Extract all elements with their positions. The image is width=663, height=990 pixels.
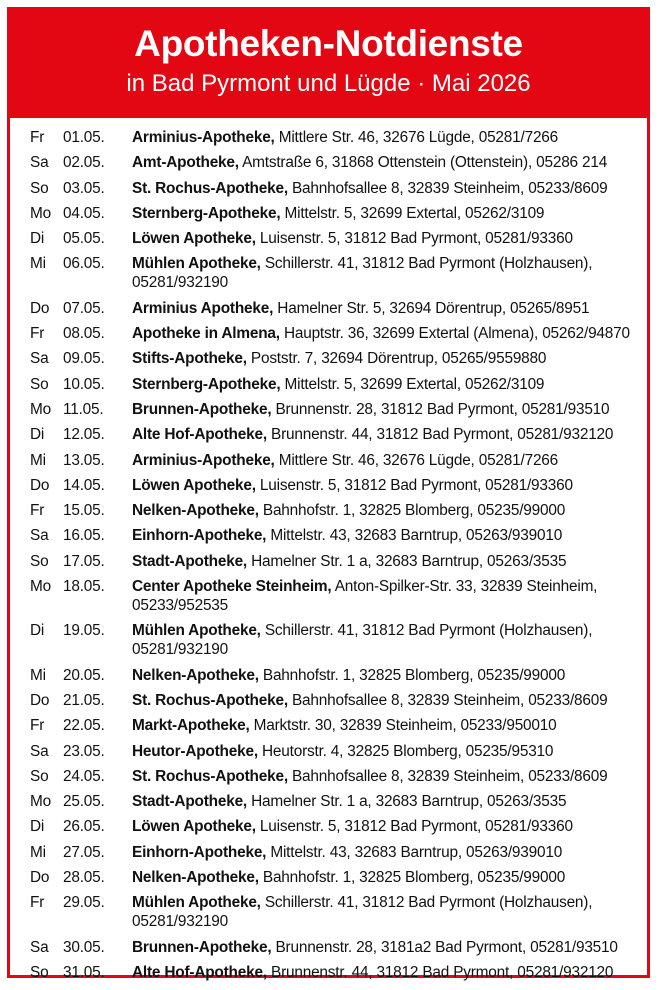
list-item	[30, 526, 637, 545]
pharmacy-address: Mittlere Str. 46, 32676 Lügde, 05281/7266	[278, 129, 559, 146]
header-banner	[10, 10, 647, 118]
pharmacy-address: Anton-Spilker-Str. 33, 32839 Steinheim, 05233/952535	[132, 578, 598, 615]
date: 13.05.	[63, 451, 105, 469]
weekday: Mi	[30, 666, 46, 684]
list-item	[30, 375, 637, 394]
pharmacy-name: Einhorn-Apotheke,	[132, 843, 267, 861]
list-item	[30, 893, 637, 931]
pharmacy-entry	[132, 179, 637, 198]
pharmacy-name: Löwen Apotheke,	[132, 476, 256, 494]
date: 26.05.	[63, 818, 105, 836]
pharmacy-entry	[132, 552, 637, 571]
weekday: Sa	[30, 527, 49, 545]
pharmacy-name: Stadt-Apotheke,	[132, 552, 247, 570]
pharmacy-name: St. Rochus-Apotheke,	[132, 767, 288, 785]
weekday: Fr	[30, 129, 45, 146]
weekday: Di	[30, 622, 45, 640]
pharmacy-entry	[132, 843, 637, 862]
pharmacy-entry	[132, 324, 637, 343]
weekday: Mo	[30, 400, 51, 418]
pharmacy-entry	[132, 792, 637, 811]
date: 01.05.	[63, 129, 105, 146]
date: 14.05.	[63, 476, 105, 494]
pharmacy-entry	[132, 204, 637, 223]
list-item	[30, 153, 637, 172]
pharmacy-entry	[132, 349, 637, 368]
pharmacy-address: Hauptstr. 36, 32699 Extertal (Almena), 05262/94870	[283, 325, 630, 343]
weekday: Sa	[30, 350, 49, 368]
list-item	[30, 324, 637, 343]
list-item	[30, 691, 637, 710]
pharmacy-name: St. Rochus-Apotheke,	[132, 179, 288, 197]
weekday: Do	[30, 299, 50, 317]
date: 17.05.	[63, 552, 105, 570]
pharmacy-address: Heutorstr. 4, 32825 Blomberg, 05235/95310	[262, 742, 554, 760]
date: 24.05.	[63, 767, 105, 785]
weekday: So	[30, 767, 49, 785]
pharmacy-entry	[132, 229, 637, 248]
date: 27.05.	[63, 843, 105, 861]
date: 21.05.	[63, 691, 105, 709]
pharmacy-name: Einhorn-Apotheke,	[132, 527, 267, 545]
pharmacy-address: Bahnhofstr. 1, 32825 Blomberg, 05235/99000	[262, 502, 566, 520]
page-title: Apotheken-Notdienste	[134, 23, 523, 64]
pharmacy-address: Mittelstr. 5, 32699 Extertal, 05262/3109	[284, 375, 545, 393]
pharmacy-address: Brunnenstr. 28, 3181a2 Bad Pyrmont, 05281/93510	[275, 938, 618, 956]
page-subtitle: in Bad Pyrmont und Lügde · Mai 2026	[126, 70, 531, 97]
weekday: So	[30, 179, 49, 197]
weekday: Di	[30, 230, 45, 248]
list-item	[30, 767, 637, 786]
list-item	[30, 552, 637, 571]
weekday: Di	[30, 426, 45, 444]
date: 07.05.	[63, 299, 105, 317]
pharmacy-address: Brunnenstr. 44, 31812 Bad Pyrmont, 05281/932120	[271, 426, 614, 444]
list-item	[30, 299, 637, 318]
list-item	[30, 501, 637, 520]
list-item	[30, 963, 637, 982]
date: 09.05.	[63, 350, 105, 368]
date: 02.05.	[63, 154, 105, 172]
pharmacy-name: Nelken-Apotheke,	[132, 666, 259, 684]
pharmacy-address: Bahnhofstr. 1, 32825 Blomberg, 05235/99000	[262, 666, 566, 684]
pharmacy-address: Brunnenstr. 28, 31812 Bad Pyrmont, 05281/93510	[275, 400, 610, 418]
pharmacy-address: Bahnhofstr. 1, 32825 Blomberg, 05235/99000	[262, 869, 566, 887]
list-item	[30, 938, 637, 957]
pharmacy-name: Heutor-Apotheke,	[132, 742, 258, 760]
date: 20.05.	[63, 666, 105, 684]
pharmacy-entry	[132, 153, 637, 172]
pharmacy-name: Center Apotheke Steinheim,	[132, 578, 332, 596]
date: 05.05.	[63, 230, 105, 248]
date: 15.05.	[63, 502, 105, 520]
pharmacy-address: Bahnhofsallee 8, 32839 Steinheim, 05233/8609	[291, 691, 608, 709]
list-item	[30, 254, 637, 292]
weekday: So	[30, 552, 49, 570]
pharmacy-name: Brunnen-Apotheke,	[132, 938, 272, 956]
pharmacy-name: Arminius-Apotheke,	[132, 451, 275, 469]
pharmacy-entry	[132, 128, 637, 147]
pharmacy-name: Sternberg-Apotheke,	[132, 204, 281, 222]
pharmacy-entry	[132, 716, 637, 735]
date: 28.05.	[63, 869, 105, 887]
date: 08.05.	[63, 325, 105, 343]
pharmacy-address: Schillerstr. 41, 31812 Bad Pyrmont (Holzhausen), 05281/932190	[132, 255, 593, 292]
pharmacy-address: Bahnhofsallee 8, 32839 Steinheim, 05233/8609	[291, 767, 608, 785]
pharmacy-address: Hamelner Str. 1 a, 32683 Barntrup, 05263/3535	[251, 793, 567, 811]
weekday: Di	[30, 818, 45, 836]
pharmacy-address: Hamelner Str. 1 a, 32683 Barntrup, 05263/3535	[251, 552, 567, 570]
pharmacy-name: Alte Hof-Apotheke,	[132, 963, 267, 981]
pharmacy-address: Luisenstr. 5, 31812 Bad Pyrmont, 05281/93360	[259, 476, 573, 494]
pharmacy-entry	[132, 425, 637, 444]
pharmacy-entry	[132, 501, 637, 520]
weekday: Sa	[30, 742, 49, 760]
pharmacy-address: Mittelstr. 43, 32683 Barntrup, 05263/939010	[270, 843, 563, 861]
date: 25.05.	[63, 793, 105, 811]
pharmacy-name: Nelken-Apotheke,	[132, 502, 259, 520]
date: 18.05.	[63, 578, 105, 596]
pharmacy-name: Löwen Apotheke,	[132, 230, 256, 248]
pharmacy-name: Markt-Apotheke,	[132, 717, 250, 735]
pharmacy-address: Poststr. 7, 32694 Dörentrup, 05265/9559880	[250, 350, 547, 368]
weekday: Mo	[30, 578, 51, 596]
pharmacy-name: Mühlen Apotheke,	[132, 622, 261, 640]
weekday: Fr	[30, 325, 45, 343]
pharmacy-entry	[132, 938, 637, 957]
pharmacy-address: Mittelstr. 43, 32683 Barntrup, 05263/939010	[270, 527, 563, 545]
pharmacy-address: Luisenstr. 5, 31812 Bad Pyrmont, 05281/93360	[259, 230, 573, 248]
list-item	[30, 577, 637, 615]
date: 31.05.	[63, 963, 105, 981]
date: 22.05.	[63, 717, 105, 735]
pharmacy-entry	[132, 767, 637, 786]
date: 10.05.	[63, 375, 105, 393]
pharmacy-entry	[132, 577, 637, 615]
weekday: Mi	[30, 843, 46, 861]
pharmacy-address: Brunnenstr. 44, 31812 Bad Pyrmont, 05281/932120	[271, 963, 614, 981]
list-item	[30, 666, 637, 685]
weekday: Do	[30, 869, 50, 887]
list-item	[30, 792, 637, 811]
pharmacy-address: Marktstr. 30, 32839 Steinheim, 05233/950010	[253, 717, 557, 735]
pharmacy-entry	[132, 476, 637, 495]
pharmacy-entry	[132, 691, 637, 710]
weekday: Sa	[30, 154, 49, 172]
weekday: Fr	[30, 502, 45, 520]
list-item	[30, 400, 637, 419]
list-item	[30, 621, 637, 659]
list-item	[30, 229, 637, 248]
weekday: Fr	[30, 717, 45, 735]
pharmacy-entry	[132, 893, 637, 931]
pharmacy-entry	[132, 299, 637, 318]
pharmacy-name: Mühlen Apotheke,	[132, 894, 261, 912]
pharmacy-entry	[132, 451, 637, 470]
pharmacy-name: Arminius Apotheke,	[132, 299, 274, 317]
pharmacy-entry	[132, 375, 637, 394]
list-item	[30, 451, 637, 470]
list-item	[30, 817, 637, 836]
pharmacy-name: Alte Hof-Apotheke,	[132, 426, 267, 444]
list-item	[30, 425, 637, 444]
pharmacy-duty-list	[30, 128, 637, 988]
weekday: Mi	[30, 255, 46, 273]
pharmacy-name: Sternberg-Apotheke,	[132, 375, 281, 393]
pharmacy-entry	[132, 963, 637, 982]
date: 12.05.	[63, 426, 105, 444]
date: 03.05.	[63, 179, 105, 197]
date: 11.05.	[63, 400, 104, 418]
pharmacy-name: Amt-Apotheke,	[132, 154, 239, 172]
pharmacy-name: Mühlen Apotheke,	[132, 255, 261, 273]
weekday: Sa	[30, 938, 49, 956]
pharmacy-address: Bahnhofsallee 8, 32839 Steinheim, 05233/8609	[291, 179, 608, 197]
weekday: So	[30, 963, 49, 981]
weekday: Do	[30, 476, 50, 494]
pharmacy-address: Schillerstr. 41, 31812 Bad Pyrmont (Holzhausen), 05281/932190	[132, 894, 593, 931]
weekday: Mi	[30, 451, 46, 469]
pharmacy-name: St. Rochus-Apotheke,	[132, 691, 288, 709]
pharmacy-name: Arminius-Apotheke,	[132, 129, 275, 146]
pharmacy-entry	[132, 666, 637, 685]
date: 06.05.	[63, 255, 105, 273]
weekday: Mo	[30, 204, 51, 222]
pharmacy-address: Luisenstr. 5, 31812 Bad Pyrmont, 05281/93360	[259, 818, 573, 836]
list-item	[30, 204, 637, 223]
date: 29.05.	[63, 894, 105, 912]
list-item	[30, 716, 637, 735]
pharmacy-name: Stadt-Apotheke,	[132, 793, 247, 811]
pharmacy-entry	[132, 817, 637, 836]
notdienst-frame	[7, 7, 650, 981]
pharmacy-entry	[132, 526, 637, 545]
date: 30.05.	[63, 938, 105, 956]
pharmacy-name: Löwen Apotheke,	[132, 818, 256, 836]
pharmacy-name: Nelken-Apotheke,	[132, 869, 259, 887]
weekday: So	[30, 375, 49, 393]
pharmacy-name: Brunnen-Apotheke,	[132, 400, 272, 418]
list-item	[30, 843, 637, 862]
pharmacy-name: Apotheke in Almena,	[132, 325, 280, 343]
list-item	[30, 476, 637, 495]
list-item	[30, 179, 637, 198]
pharmacy-entry	[132, 254, 637, 292]
list-item	[30, 868, 637, 887]
pharmacy-address: Mittelstr. 5, 32699 Extertal, 05262/3109	[284, 204, 545, 222]
pharmacy-address: Hamelner Str. 5, 32694 Dörentrup, 05265/8951	[277, 299, 590, 317]
weekday: Fr	[30, 894, 45, 912]
pharmacy-address: Amtstraße 6, 31868 Ottenstein (Ottenstein), 05286 214	[242, 154, 608, 172]
list-item	[30, 742, 637, 761]
pharmacy-entry	[132, 868, 637, 887]
list-item	[30, 128, 637, 147]
weekday: Do	[30, 691, 50, 709]
pharmacy-entry	[132, 742, 637, 761]
weekday: Mo	[30, 793, 51, 811]
pharmacy-address: Schillerstr. 41, 31812 Bad Pyrmont (Holzhausen), 05281/932190	[132, 622, 593, 659]
date: 16.05.	[63, 527, 105, 545]
pharmacy-address: Mittlere Str. 46, 32676 Lügde, 05281/7266	[278, 451, 559, 469]
date: 19.05.	[63, 622, 105, 640]
date: 04.05.	[63, 204, 105, 222]
pharmacy-entry	[132, 621, 637, 659]
pharmacy-entry	[132, 400, 637, 419]
pharmacy-name: Stifts-Apotheke,	[132, 350, 247, 368]
list-item	[30, 349, 637, 368]
date: 23.05.	[63, 742, 105, 760]
